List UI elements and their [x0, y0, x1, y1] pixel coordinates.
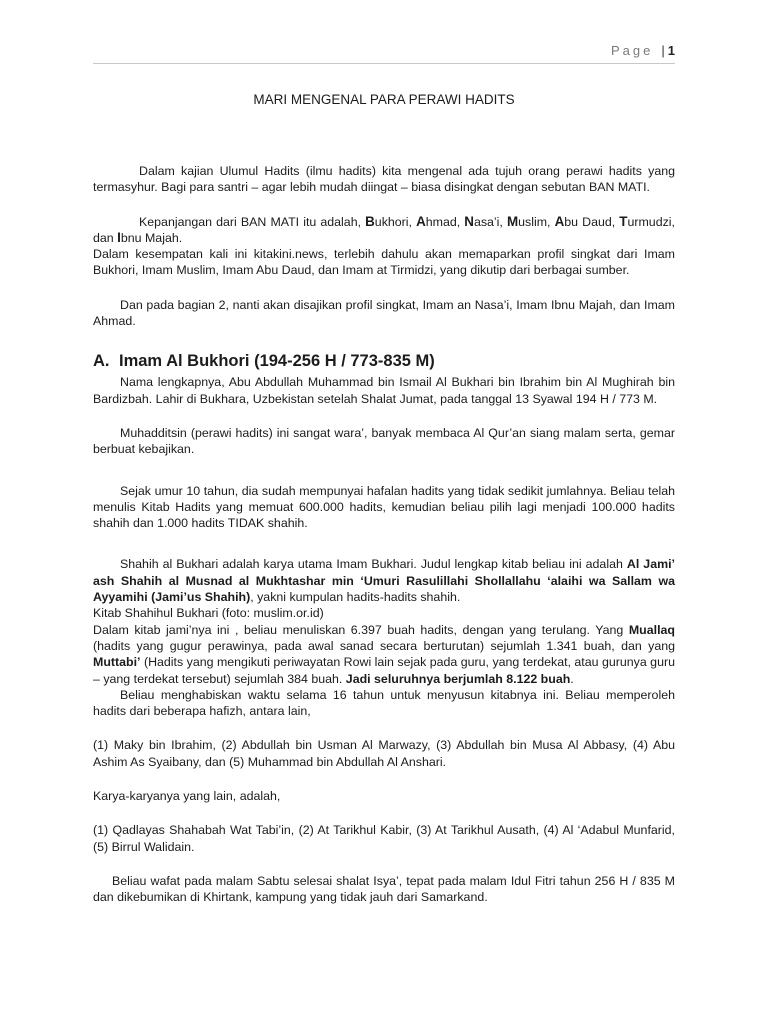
section-letter: A. [93, 352, 110, 371]
intro-paragraph-4: Dan pada bagian 2, nanti akan disajikan profil singkat, Imam an Nasa’i, Imam Ibnu Majah, dan Imam Ahmad. [93, 297, 675, 329]
name-initial: N [464, 213, 474, 229]
name-rest: uslim, [518, 214, 555, 229]
intro-paragraph-3: Dalam kesempatan kali ini kitakini.news, terlebih dahulu akan memaparkan profil singkat dari Imam Bukhori, Imam Muslim, Imam Abu Daud, dan Imam at Tirmidzi, yang dikutip dari berbagai sumber. [93, 247, 675, 278]
section-title: Imam Al Bukhori (194-256 H / 773-835 M) [119, 352, 435, 371]
intro-paragraph-1: Dalam kajian Ulumul Hadits (ilmu hadits) kita mengenal ada tujuh orang perawi hadits yang termasyhur. Bagi para santri – agar lebih mudah diingat – biasa disingkat dengan sebutan BAN MATI. [93, 164, 675, 195]
kitab-intro-text: Shahih al Bukhari adalah karya utama Imam Bukhari. Judul lengkap kitab beliau ini adalah [120, 557, 627, 572]
name-initial: M [506, 213, 519, 229]
name-rest: bu Daud, [564, 214, 620, 229]
name-rest: urmudzi, dan [93, 214, 675, 245]
bukhori-paragraph-2: Muhadditsin (perawi hadits) ini sangat wara’, banyak membaca Al Qur’an siang malam serta, gemar berbuat kebajikan. [93, 425, 675, 457]
hadith-count-text: Dalam kitab jami’nya ini , beliau menuliskan 6.397 buah hadits, dengan yang terulang. Yang [93, 622, 629, 637]
name-rest: bnu Majah. [120, 230, 183, 245]
kitab-full-title: Al Jami’ ash Shahih al Musnad al Mukhtashar min ‘Umuri Rasulillahi Shollallahu ‘alaihi wa Sallam wa Ayyamihi (Jami’us Shahih) [93, 557, 675, 605]
muttabi-desc: (Hadits yang mengikuti periwayatan Rowi lain sejak pada guru, yang terdekat, atau gurunya guru – yang terdekat tersebut) sejumlah 384 buah. [93, 655, 675, 686]
name-rest: asa’i, [473, 214, 507, 229]
header-rule [93, 63, 675, 64]
bukhori-paragraph-5 [93, 622, 675, 687]
name-rest: ukhori, [374, 214, 417, 229]
muallaq-term: Muallaq [628, 622, 675, 637]
name-initial: T [619, 213, 628, 229]
name-initial: A [554, 213, 565, 229]
bukhori-paragraph-6: Beliau menghabiskan waktu selama 16 tahun untuk menyusun kitabnya ini. Beliau memperoleh hadits dari beberapa hafizh, antara lain, [93, 687, 675, 719]
intro-paragraph-2 [93, 214, 675, 247]
total-hadith-text: Jadi seluruhnya berjumlah 8.122 buah [345, 671, 571, 686]
works-list: (1) Qadlayas Shahabah Wat Tabi’in, (2) At Tarikhul Kabir, (3) At Tarikhul Ausath, (4) Al ‘Adabul Munfarid, (5) Birrul Walidain. [93, 823, 675, 854]
name-initial: A [416, 213, 426, 229]
sentence-end: . [570, 671, 574, 686]
page-number: 1 [667, 43, 675, 58]
page-header [611, 43, 675, 58]
document-body [93, 163, 675, 906]
teachers-list: (1) Maky bin Ibrahim, (2) Abdullah bin Usman Al Marwazy, (3) Abdullah bin Musa Al Abbasy, (4) Abu Ashim As Syaibany, dan (5) Muhammad bin Abdullah Al Anshari. [93, 738, 675, 769]
name-initial: B [365, 213, 375, 229]
image-caption: Kitab Shahihul Bukhari (foto: muslim.or.id) [93, 606, 324, 621]
name-rest: hmad, [425, 214, 465, 229]
bukhori-paragraph-3: Sejak umur 10 tahun, dia sudah mempunyai hafalan hadits yang tidak sedikit jumlahnya. Beliau telah menulis Kitab Hadits yang memuat 600.000 hadits, kemudian beliau pilih lagi menjadi 100.000 hadits shahih dan 1.000 hadits TIDAK shahih. [93, 483, 675, 531]
page-separator: | [661, 43, 665, 58]
document-title: MARI MENGENAL PARA PERAWI HADITS [253, 92, 515, 107]
page-label: Page [611, 43, 654, 58]
death-paragraph: Beliau wafat pada malam Sabtu selesai shalat Isya’, tepat pada malam Idul Fitri tahun 256 H / 835 M dan dikebumikan di Khirtank, kampung yang tidak jauh dari Samarkand. [93, 873, 675, 905]
kitab-suffix-text: , yakni kumpulan hadits-hadits shahih. [250, 590, 461, 605]
muallaq-desc: (hadits yang gugur perawinya, pada awal sanad secara berturutan) sejumlah 1.341 buah, dan yang [93, 638, 675, 653]
name-initial: I [117, 229, 121, 245]
section-heading [93, 351, 675, 371]
bukhori-paragraph-4 [93, 556, 675, 605]
ban-mati-prefix: Kepanjangan dari BAN MATI itu adalah, [139, 214, 366, 229]
muttabi-term: Muttabi’ [93, 655, 141, 670]
bukhori-paragraph-1: Nama lengkapnya, Abu Abdullah Muhammad bin Ismail Al Bukhari bin Ibrahim bin Al Mughirah bin Bardizbah. Lahir di Bukhara, Uzbekistan setelah Shalat Jumat, pada tanggal 13 Syawal 194 H / 773 M. [93, 375, 675, 406]
works-intro: Karya-karyanya yang lain, adalah, [93, 789, 281, 804]
